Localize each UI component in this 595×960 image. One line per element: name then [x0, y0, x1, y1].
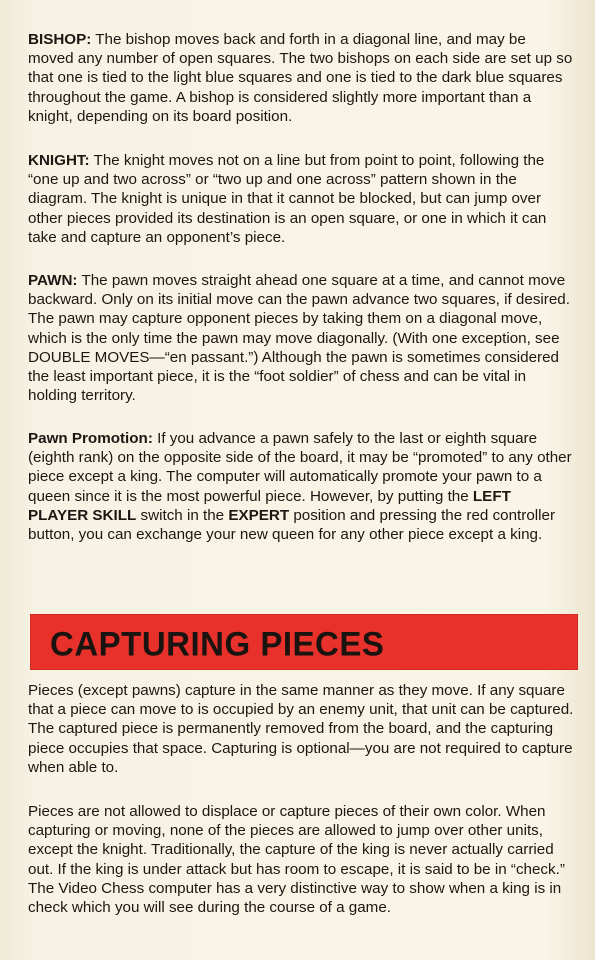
pawn-heading: PAWN:: [28, 272, 78, 289]
pawn-paragraph: [28, 271, 574, 405]
pawn-promotion-heading: Pawn Promotion:: [28, 430, 153, 447]
capturing-pieces-banner: [30, 614, 578, 670]
pawn-promotion-paragraph: [28, 429, 574, 544]
pawn-promotion-text-3: position and pressing the red controller button, you can exchange your new queen for any other piece except a king.: [28, 506, 556, 544]
left-player-skill-term: LEFT PLAYER SKILL: [28, 487, 511, 524]
pawn-promotion-text-1: If you advance a pawn safely to the last or eighth square (eighth rank) on the opposite side of the board, it may be “promoted” to any other piece except a king. The computer will automatically promote your pawn to a queen since it is the most powerful piece. However, by putting the: [28, 430, 572, 505]
bishop-text: The bishop moves back and forth in a diagonal line, and may be moved any number of open squares. The two bishops on each side are set up so that one is tied to the light blue squares and one is tied to the dark blue squares throughout the game. A bishop is considered slightly more important than a knight, depending on its board position.: [28, 31, 573, 125]
bishop-heading: BISHOP:: [28, 31, 92, 48]
pawn-promotion-text-2: switch in the: [136, 506, 229, 524]
knight-paragraph: [28, 151, 574, 247]
bishop-paragraph: [28, 30, 574, 126]
capturing-paragraph-2: Pieces are not allowed to displace or capture pieces of their own color. When capturing or moving, none of the pieces are allowed to jump over other units, except the knight. Traditionally, the capture of the king is never actually carried out. If the king is under attack but has room to escape, it is said to be in “check.” The Video Chess computer has a very distinctive way to show when a king is in check which you will see during the course of a game.: [28, 803, 565, 917]
expert-term: EXPERT: [228, 506, 290, 524]
knight-heading: KNIGHT:: [28, 152, 90, 169]
pawn-text: The pawn moves straight ahead one square at a time, and cannot move backward. Only on its initial move can the pawn advance two squares, if desired. The pawn may capture opponent pieces by taking them on a diagonal move, which is the only time the pawn may move diagonally. (With one exception, see DOUBLE MOVES—“en passant.”) Although the pawn is sometimes considered the least important piece, it is the “foot soldier” of chess and can be vital in holding territory.: [28, 272, 570, 405]
capturing-paragraph-1: Pieces (except pawns) capture in the same manner as they move. If any square that a piece can move to is occupied by an enemy unit, that unit can be captured. The captured piece is permanently removed from the board, and the capturing piece occupies that space. Capturing is optional—you are not required to capture when able to.: [28, 682, 574, 776]
knight-text: The knight moves not on a line but from point to point, following the “one up and two across” or “two up and one across” pattern shown in the diagram. The knight is unique in that it cannot be blocked, but can jump over other pieces provided its destination is an open square, or one in which it can take and capture an opponent’s piece.: [28, 152, 547, 246]
section-title: CAPTURING PIECES: [50, 624, 385, 663]
